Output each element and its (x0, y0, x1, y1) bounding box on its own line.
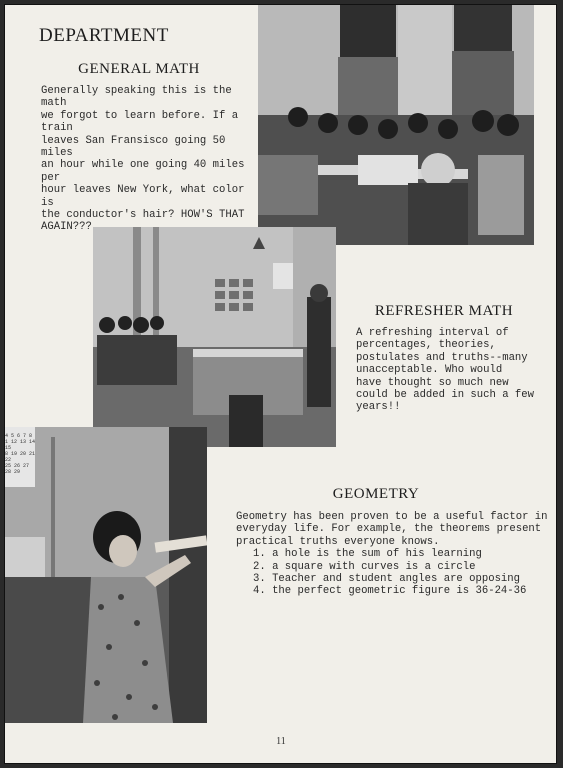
refresher-math-heading: REFRESHER MATH (374, 303, 514, 319)
refresher-math-line: have thought so much new (356, 376, 509, 389)
refresher-math-line: A refreshing interval of (356, 327, 509, 339)
general-math-text (41, 85, 259, 234)
general-math-heading: GENERAL MATH (78, 61, 200, 77)
general-math-line: the conductor's hair? HOW'S THAT (41, 209, 245, 222)
refresher-math-line: unacceptable. Who would (356, 364, 503, 377)
geometry-intro-line: practical truths everyone knows. (236, 535, 440, 548)
page-number: 11 (276, 736, 286, 747)
calendar (5, 433, 35, 475)
geometry-theorem-item: 3. Teacher and student angles are opposing (253, 573, 521, 586)
department-title: DEPARTMENT (39, 25, 169, 46)
general-math-line: hour leaves New York, what color is (41, 184, 245, 209)
geometry-photo (5, 427, 207, 723)
refresher-math-photo (93, 227, 336, 447)
general-math-line: leaves San Fransisco going 50 miles (41, 134, 226, 160)
geometry-intro-line: everyday life. For example, the theorems present (236, 523, 542, 536)
refresher-math-text (356, 327, 556, 414)
classroom-photo-students (258, 5, 534, 245)
general-math-line: we forgot to learn before. If a train (41, 109, 239, 135)
geometry-heading: GEOMETRY (332, 486, 420, 502)
refresher-math-line: postulates and truths--many (356, 351, 528, 364)
calendar-row: 25 26 27 28 29 (5, 463, 30, 475)
geometry-theorem-item: 4. the perfect geometric figure is 36-24-36 (253, 585, 527, 598)
refresher-math-line: percentages, theories, (356, 339, 496, 352)
geometry-theorem-item: 1. a hole is the sum of his learning (253, 548, 482, 561)
refresher-math-line: could be added in such a few (356, 389, 535, 402)
general-math-line: Generally speaking this is the math (41, 85, 232, 110)
yearbook-page (4, 4, 557, 764)
calendar-row: 1 12 13 14 15 (5, 439, 36, 451)
general-math-line: AGAIN??? (41, 221, 92, 234)
geometry-text (236, 511, 554, 598)
calendar-row: 8 19 20 21 22 (5, 451, 36, 463)
refresher-math-line: years!! (356, 401, 401, 414)
geometry-intro-line: Geometry has been proven to be a useful factor in (236, 511, 548, 523)
general-math-line: an hour while one going 40 miles per (41, 159, 245, 184)
calendar-row: 4 5 6 7 8 (5, 433, 33, 439)
geometry-theorem-item: 2. a square with curves is a circle (253, 560, 476, 573)
geometry-theorem-list (253, 548, 554, 598)
